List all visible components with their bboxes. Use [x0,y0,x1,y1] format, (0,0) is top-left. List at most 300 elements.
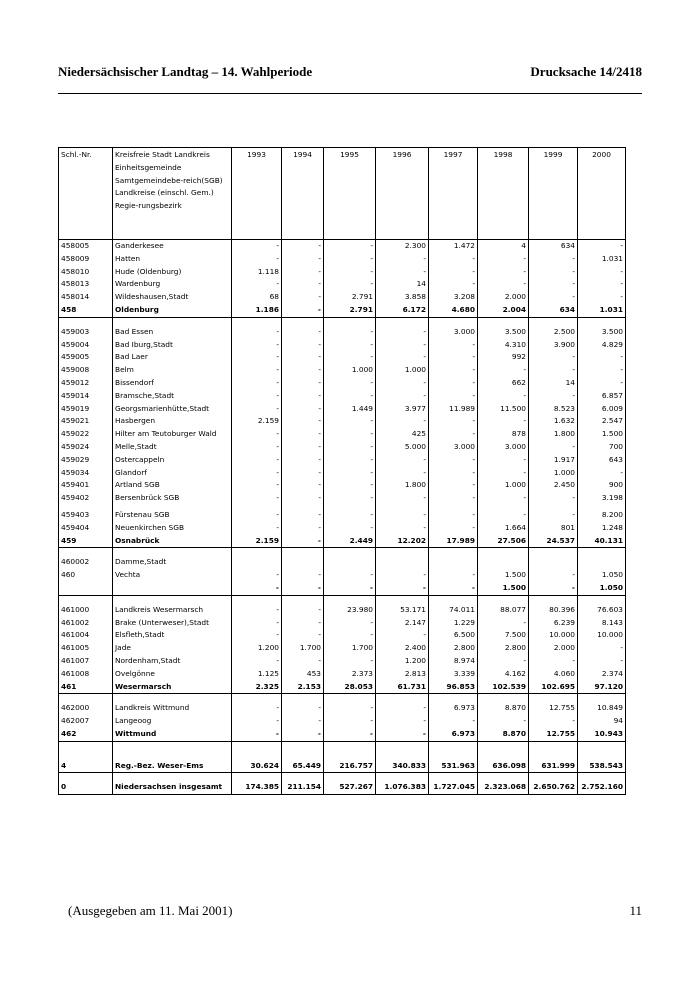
year-value: 1.118 [232,266,282,279]
municipality-code: 462000 [61,703,90,713]
column-header-year: 1996 [376,148,429,240]
year-value: 3.900 [529,339,578,352]
year-value: 10.849 [578,702,626,715]
year-value: - [578,642,626,655]
year-value: - [282,629,324,642]
year-value: - [529,266,578,279]
year-value: - [232,617,282,630]
municipality-name: Melle,Stadt [113,441,232,454]
year-value: 1.700 [282,642,324,655]
year-value: - [324,339,376,352]
municipality-code: 461000 [61,604,90,614]
year-value: - [376,377,429,390]
empty-cell [376,773,429,782]
municipality-code: 459008 [61,365,90,375]
year-value: 4.680 [429,304,478,317]
header-divider [58,93,642,94]
year-value: - [578,364,626,377]
year-value: 11.500 [478,403,529,416]
year-value: - [376,629,429,642]
year-value: 1.500 [578,428,626,441]
year-value: - [282,479,324,492]
municipality-name: Neuenkirchen SGB [113,522,232,535]
municipality-name: Niedersachsen insgesamt [113,781,232,794]
municipality-code: 4 [59,760,113,773]
municipality-name: Brake (Unterweser),Stadt [113,617,232,630]
empty-cell [232,741,282,760]
year-value: 10.000 [578,629,626,642]
municipality-name: Oldenburg [113,304,232,317]
year-value: 2.791 [324,304,376,317]
year-value: - [376,339,429,352]
year-value: 6.973 [429,728,478,741]
year-value: - [282,351,324,364]
year-value: 643 [578,454,626,467]
year-value: - [232,728,282,741]
year-value: - [429,364,478,377]
year-value: 12.755 [529,702,578,715]
year-value: 7.500 [478,629,529,642]
year-value: - [578,377,626,390]
year-value: 6.973 [429,702,478,715]
year-value: - [578,266,626,279]
year-value: 1.472 [429,240,478,253]
empty-cell [529,548,578,557]
year-value: 17.989 [429,535,478,548]
year-value: - [232,326,282,339]
table-row [59,266,626,279]
municipality-name: Bramsche,Stadt [113,390,232,403]
year-value: 340.833 [376,760,429,773]
year-value: - [429,509,478,522]
year-value: - [429,278,478,291]
year-value: 4.060 [529,668,578,681]
year-value: 94 [578,715,626,728]
year-value: 3.500 [578,326,626,339]
year-value: - [282,492,324,505]
municipality-code: 462007 [61,716,90,726]
year-value: 2.004 [478,304,529,317]
year-value: - [429,351,478,364]
municipality-name: Belm [113,364,232,377]
year-value: 96.853 [429,681,478,694]
year-value: - [376,454,429,467]
year-value: - [324,467,376,480]
year-value: - [282,467,324,480]
table-row [59,702,626,715]
year-value: - [324,454,376,467]
empty-cell [324,595,376,604]
year-value: - [429,467,478,480]
year-value: - [282,304,324,317]
empty-cell [578,694,626,703]
table-body [59,148,626,795]
year-value: - [232,582,282,595]
empty-cell [324,773,376,782]
year-value: - [324,479,376,492]
year-value: - [478,655,529,668]
year-value: - [282,240,324,253]
year-value: 11.989 [429,403,478,416]
year-value: - [429,253,478,266]
year-value: - [376,351,429,364]
municipality-name: Wittmund [113,728,232,741]
year-value: 4.829 [578,339,626,352]
year-value: 3.000 [478,441,529,454]
year-value: - [429,479,478,492]
municipality-name: Hatten [113,253,232,266]
year-value: - [324,582,376,595]
year-value: - [232,569,282,582]
year-value: 6.239 [529,617,578,630]
table-row [59,454,626,467]
municipality-name: Wesermarsch [113,681,232,694]
municipality-code: 460 [61,570,76,580]
municipality-name: Wildeshausen,Stadt [113,291,232,304]
empty-cell [113,694,232,703]
year-value: 1.727.045 [429,781,478,794]
year-value: - [324,522,376,535]
year-value: - [232,441,282,454]
empty-cell [376,317,429,326]
empty-cell [282,694,324,703]
municipality-name: Ovelgönne [113,668,232,681]
empty-cell [282,773,324,782]
year-value: 2.791 [324,291,376,304]
year-value: - [232,253,282,266]
municipality-name: Ganderkesee [113,240,232,253]
municipality-code: 459024 [61,441,90,451]
year-value: - [324,655,376,668]
empty-cell [232,548,282,557]
year-value: 88.077 [478,604,529,617]
year-value: 1.031 [578,253,626,266]
year-value: 30.624 [232,760,282,773]
year-value: - [282,604,324,617]
empty-cell [478,317,529,326]
municipality-name: Langeoog [113,715,232,728]
year-value: - [232,240,282,253]
year-value: 76.603 [578,604,626,617]
empty-cell [376,741,429,760]
year-value: - [376,728,429,741]
year-value: 2.374 [578,668,626,681]
year-value: - [282,454,324,467]
municipality-code: 459022 [61,429,90,439]
year-value: - [429,715,478,728]
year-value: 6.857 [578,390,626,403]
year-value: - [478,617,529,630]
municipality-code: 459004 [61,339,90,349]
empty-cell [478,741,529,760]
table-row [59,415,626,428]
year-value: 2.813 [376,668,429,681]
table-row [59,403,626,416]
year-value: 3.208 [429,291,478,304]
year-value: 992 [478,351,529,364]
year-value: - [376,569,429,582]
year-value: - [376,715,429,728]
year-value: - [478,253,529,266]
year-value: - [232,339,282,352]
year-value: - [376,702,429,715]
year-value: - [429,428,478,441]
year-value [232,556,282,569]
year-value: 527.267 [324,781,376,794]
year-value [429,556,478,569]
year-value: 2.000 [478,291,529,304]
year-value: - [324,441,376,454]
year-value: 68 [232,291,282,304]
year-value: - [232,715,282,728]
empty-cell [429,741,478,760]
year-value: - [376,266,429,279]
year-value: 4.162 [478,668,529,681]
year-value: 53.171 [376,604,429,617]
municipality-name: Hasbergen [113,415,232,428]
empty-cell [429,773,478,782]
column-header-code: Schl.-Nr. [59,148,113,240]
table-row [59,509,626,522]
empty-cell [59,595,113,604]
year-value: - [324,253,376,266]
column-header-year: 1999 [529,148,578,240]
municipality-name: Osnabrück [113,535,232,548]
year-value: - [376,582,429,595]
year-value: - [232,351,282,364]
year-value: 216.757 [324,760,376,773]
subtotal-row [59,582,626,595]
year-value: 3.500 [478,326,529,339]
table-header-row [59,148,626,240]
grand-total-row [59,781,626,794]
year-value: - [324,240,376,253]
year-value: - [232,278,282,291]
municipality-name: Landkreis Wittmund [113,702,232,715]
year-value: 2.800 [429,642,478,655]
year-value: 80.396 [529,604,578,617]
table-row [59,642,626,655]
column-header-year: 1995 [324,148,376,240]
year-value: 1.248 [578,522,626,535]
year-value: - [324,728,376,741]
year-value: 1.076.383 [376,781,429,794]
year-value: 3.858 [376,291,429,304]
year-value: - [282,522,324,535]
subtotal-row [59,728,626,741]
year-value: 3.977 [376,403,429,416]
year-value: - [429,390,478,403]
empty-cell [429,548,478,557]
subtotal-row [59,681,626,694]
year-value: 634 [529,304,578,317]
year-value: - [232,702,282,715]
year-value: 3.000 [429,326,478,339]
year-value: 12.755 [529,728,578,741]
column-header-year: 1997 [429,148,478,240]
year-value: 8.870 [478,702,529,715]
year-value [376,556,429,569]
year-value: - [478,492,529,505]
municipality-code: 458014 [61,292,90,302]
year-value: 1.050 [578,569,626,582]
year-value: - [324,351,376,364]
municipality-code: 462 [59,728,113,741]
year-value: - [232,364,282,377]
year-value: - [282,403,324,416]
year-value: - [232,604,282,617]
municipality-code: 461 [59,681,113,694]
year-value: - [282,266,324,279]
year-value: - [529,364,578,377]
year-value: - [529,441,578,454]
municipality-code: 459005 [61,352,90,362]
municipality-code: 460002 [61,557,90,567]
year-value: - [376,492,429,505]
year-value: - [324,569,376,582]
empty-cell [232,595,282,604]
year-value: - [429,522,478,535]
table-row [59,390,626,403]
municipality-code: 458009 [61,253,90,263]
year-value: - [282,715,324,728]
year-value: - [282,326,324,339]
table-row [59,428,626,441]
table-row [59,441,626,454]
year-value: - [376,390,429,403]
year-value: 1.500 [478,569,529,582]
municipality-code: 459 [59,535,113,548]
year-value: 6.500 [429,629,478,642]
spacer-row [59,548,626,557]
municipality-code: 459003 [61,326,90,336]
municipality-code: 459403 [61,509,90,519]
year-value: 425 [376,428,429,441]
year-value: 453 [282,668,324,681]
empty-cell [113,595,232,604]
empty-cell [529,595,578,604]
empty-cell [578,741,626,760]
municipality-code: 458010 [61,266,90,276]
year-value: 1.000 [478,479,529,492]
year-value [529,556,578,569]
year-value: - [282,291,324,304]
year-value: - [529,278,578,291]
empty-cell [113,773,232,782]
year-value: - [529,351,578,364]
year-value: - [578,291,626,304]
empty-cell [232,317,282,326]
municipality-name: Landkreis Wesermarsch [113,604,232,617]
municipality-name: Bad Essen [113,326,232,339]
year-value: 2.373 [324,668,376,681]
empty-cell [324,317,376,326]
year-value: - [232,454,282,467]
year-value: - [376,522,429,535]
empty-cell [478,694,529,703]
year-value: - [282,617,324,630]
spacer-row [59,741,626,760]
empty-cell [282,595,324,604]
empty-cell [59,548,113,557]
table-row [59,377,626,390]
municipality-code: 459401 [61,480,90,490]
year-value: 14 [529,377,578,390]
municipality-name: Hilter am Teutoburger Wald [113,428,232,441]
empty-cell [324,694,376,703]
year-value: 631.999 [529,760,578,773]
year-value: 6.172 [376,304,429,317]
year-value: - [324,266,376,279]
year-value: - [529,715,578,728]
year-value: - [282,428,324,441]
year-value: 2.147 [376,617,429,630]
year-value: - [232,522,282,535]
year-value: - [578,467,626,480]
year-value: 531.963 [429,760,478,773]
year-value: 10.943 [578,728,626,741]
empty-cell [376,548,429,557]
year-value: 1.200 [232,642,282,655]
year-value: - [529,582,578,595]
year-value: 1.186 [232,304,282,317]
year-value: - [282,253,324,266]
year-value: 8.974 [429,655,478,668]
year-value: 900 [578,479,626,492]
year-value: 74.011 [429,604,478,617]
year-value: 2.300 [376,240,429,253]
municipality-name: Damme,Stadt [113,556,232,569]
year-value: 65.449 [282,760,324,773]
municipality-name: Jade [113,642,232,655]
year-value: 2.650.762 [529,781,578,794]
year-value [478,556,529,569]
empty-cell [578,548,626,557]
year-value: 28.053 [324,681,376,694]
year-value: 1.449 [324,403,376,416]
year-value: 1.050 [578,582,626,595]
table-row [59,715,626,728]
municipality-code: 459034 [61,467,90,477]
year-value: 1.500 [478,582,529,595]
municipality-name: Hude (Oldenburg) [113,266,232,279]
year-value: - [324,715,376,728]
year-value: - [478,509,529,522]
year-value: 1.031 [578,304,626,317]
column-header-description: Kreisfreie Stadt Landkreis Einheitsgemeinde Samtgemeindebe-reich(SGB) Landkreise (einschl. Gem.) Regie-rungsbezirk [113,148,232,240]
year-value: 2.000 [529,642,578,655]
empty-cell [529,741,578,760]
empty-cell [529,773,578,782]
municipality-code: 459029 [61,454,90,464]
grand-total-row [59,760,626,773]
table-row [59,479,626,492]
year-value: - [478,390,529,403]
municipality-code: 459012 [61,377,90,387]
year-value: - [429,569,478,582]
municipality-code: 461005 [61,643,90,653]
column-header-year: 2000 [578,148,626,240]
empty-cell [578,595,626,604]
year-value: - [429,415,478,428]
page-number: 11 [629,903,642,918]
year-value: - [232,377,282,390]
table-row [59,629,626,642]
municipality-code: 459404 [61,522,90,532]
municipality-code: 458005 [61,241,90,250]
empty-cell [324,548,376,557]
year-value: - [324,390,376,403]
